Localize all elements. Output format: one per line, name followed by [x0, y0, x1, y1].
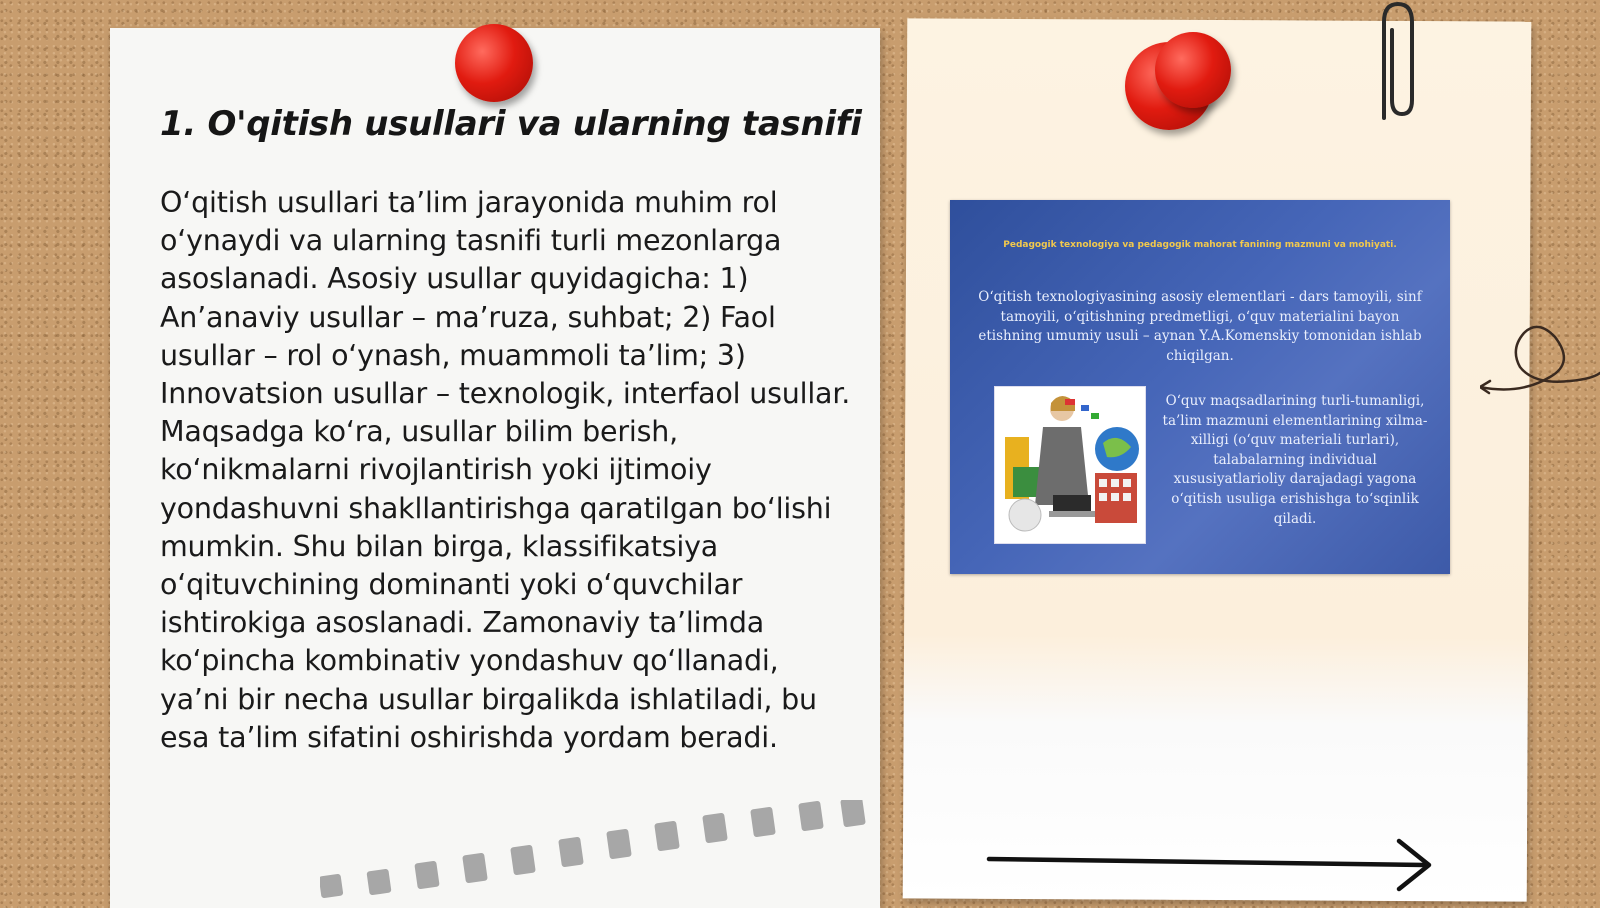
pushpin-icon	[1155, 32, 1231, 108]
embedded-slide	[950, 200, 1450, 574]
paperclip-icon	[1370, 0, 1420, 130]
pushpin-icon	[455, 24, 533, 102]
doodle-icon	[1480, 305, 1600, 415]
body-paragraph: O‘qitish usullari ta’lim jarayonida muhim rol o‘ynaydi va ularning tasnifi turli mezonlarga asoslanadi. Asosiy usullar quyidagicha: 1) An’anaviy usullar – ma’ruza, suhbat; 2) Faol usullar – rol o‘ynash, muammoli ta’lim; 3) Innovatsion usullar – texnologik, interfaol usullar. Maqsadga ko‘ra, usullar bilim berish, ko‘nikmalarni rivojlantirish yoki ijtimoiy yondashuvni shakllantirishga qaratilgan bo‘lishi mumkin. Shu bilan birga, klassifikatsiya o‘qituvchining dominanti yoki o‘quvchilar ishtirokiga asoslanadi. Zamonaviy ta’limda ko‘pincha kombinativ yondashuv qo‘llanadi, ya’ni bir necha usullar birgalikda ishlatiladi, bu esa ta’lim sifatini oshirishda yordam beradi.	[160, 186, 851, 754]
slide-paragraph-2: O‘quv maqsadlarining turli-tumanligi, ta’lim mazmuni elementlarining xilma-xilligi (o‘quv materiali turlari), talabalarning individual xususiyatlarioliy darajadagi yagona o‘qitish usuliga erishishga to‘sqinlik qiladi.	[1162, 393, 1428, 527]
torn-tabs-decoration	[320, 800, 880, 900]
slide-paragraph-1: O‘qitish texnologiyasining asosiy elementlari - dars tamoyili, sinf tamoyili, o‘qitishning predmetligi, o‘quv materialini bayon etishning umumiy usuli – aynan Y.A.Komenskiy tomonidan ishlab chiqilgan.	[978, 289, 1422, 364]
page-title: 1. O'qitish usullari va ularning tasnifi	[160, 104, 862, 144]
arrow-icon	[985, 835, 1455, 895]
teacher-illustration-icon	[994, 386, 1146, 544]
slide-header: Pedagogik texnologiya va pedagogik mahorat fanining mazmuni va mohiyati.	[1003, 240, 1397, 250]
